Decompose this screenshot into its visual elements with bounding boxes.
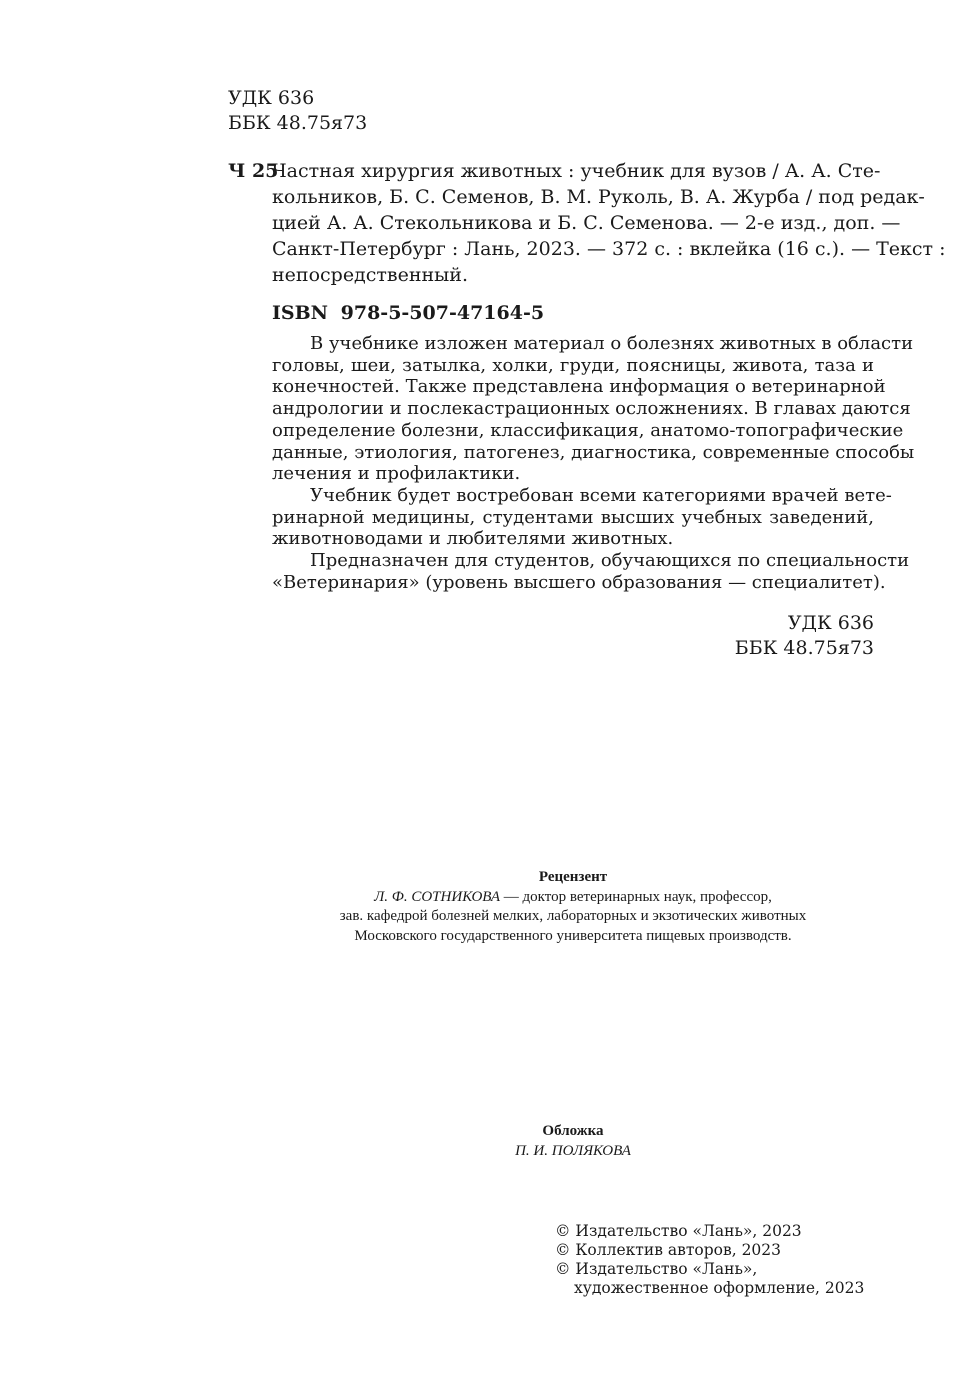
annotation-line: Предназначен для студентов, обучающихся по специальности [310, 550, 910, 572]
annotation-line: животноводами и любителями животных. [272, 528, 674, 550]
reviewer-name: Л. Ф. СОТНИКОВА [374, 888, 501, 905]
annotation-line: данные, этиология, патогенез, диагностика, современные способы [272, 441, 915, 463]
annotation [272, 333, 915, 593]
bbk-code: ББК 48.75я73 [734, 637, 874, 659]
udk-bbk-header [228, 86, 367, 136]
annotation-line: андрологии и послекастрационных осложнениях. В главах даются [272, 398, 911, 420]
udk-bbk-footer [735, 611, 874, 661]
annotation-line: ринарной медицины, студентами высших учебных заведений, [272, 506, 874, 528]
isbn: ISBN 978-5-507-47164-5 [272, 302, 545, 324]
annotation-line: В учебнике изложен материал о болезнях животных в области [310, 333, 914, 354]
bbk-code: ББК 48.75я73 [228, 112, 368, 134]
reviewer-credentials: — доктор ветеринарных наук, профессор, [500, 888, 772, 905]
udk-code: УДК 636 [787, 612, 874, 634]
biblio-line: непосредственный. [272, 264, 469, 286]
reviewer-heading: Рецензент [538, 869, 608, 885]
cover-credit [272, 1122, 874, 1161]
annotation-line: лечения и профилактики. [272, 463, 521, 485]
cover-heading: Обложка [542, 1123, 604, 1139]
copyright-block [555, 1222, 864, 1298]
reviewer-block [272, 868, 874, 946]
annotation-line: определение болезни, классификация, анатомо-топографические [272, 419, 904, 441]
copyright-line: © Коллектив авторов, 2023 [555, 1241, 782, 1259]
copyright-line: © Издательство «Лань», 2023 [555, 1222, 802, 1240]
bibliographic-record [272, 158, 946, 288]
reviewer-line-3: Московского государственного университета пищевых производств. [354, 927, 792, 944]
reviewer-line-1 [272, 888, 874, 908]
biblio-line: Санкт-Петербург : Лань, 2023. — 372 с. : вклейка (16 с.). — Текст : [272, 238, 946, 260]
reviewer-line-2: зав. кафедрой болезней мелких, лабораторных и экзотических животных [339, 908, 807, 924]
author-mark: Ч 25 [228, 160, 279, 182]
copyright-line: художественное оформление, 2023 [574, 1279, 865, 1297]
biblio-line: цией А. А. Стекольникова и Б. С. Семенова. — 2-е изд., доп. — [272, 212, 901, 234]
copyright-line: © Издательство «Лань», [555, 1260, 758, 1278]
udk-code: УДК 636 [228, 87, 315, 109]
biblio-line: Частная хирургия животных : учебник для вузов / А. А. Сте- [272, 160, 881, 182]
annotation-line: Учебник будет востребован всеми категориями врачей вете- [310, 484, 892, 506]
annotation-line: головы, шеи, затылка, холки, груди, поясницы, живота, таза и [272, 354, 874, 376]
biblio-line: кольников, Б. С. Семенов, В. М. Руколь, В. А. Журба / под редак- [272, 186, 925, 208]
cover-designer: П. И. ПОЛЯКОВА [515, 1142, 631, 1159]
annotation-line: «Ветеринария» (уровень высшего образования — специалитет). [272, 571, 886, 593]
annotation-line: конечностей. Также представлена информация о ветеринарной [272, 376, 886, 398]
